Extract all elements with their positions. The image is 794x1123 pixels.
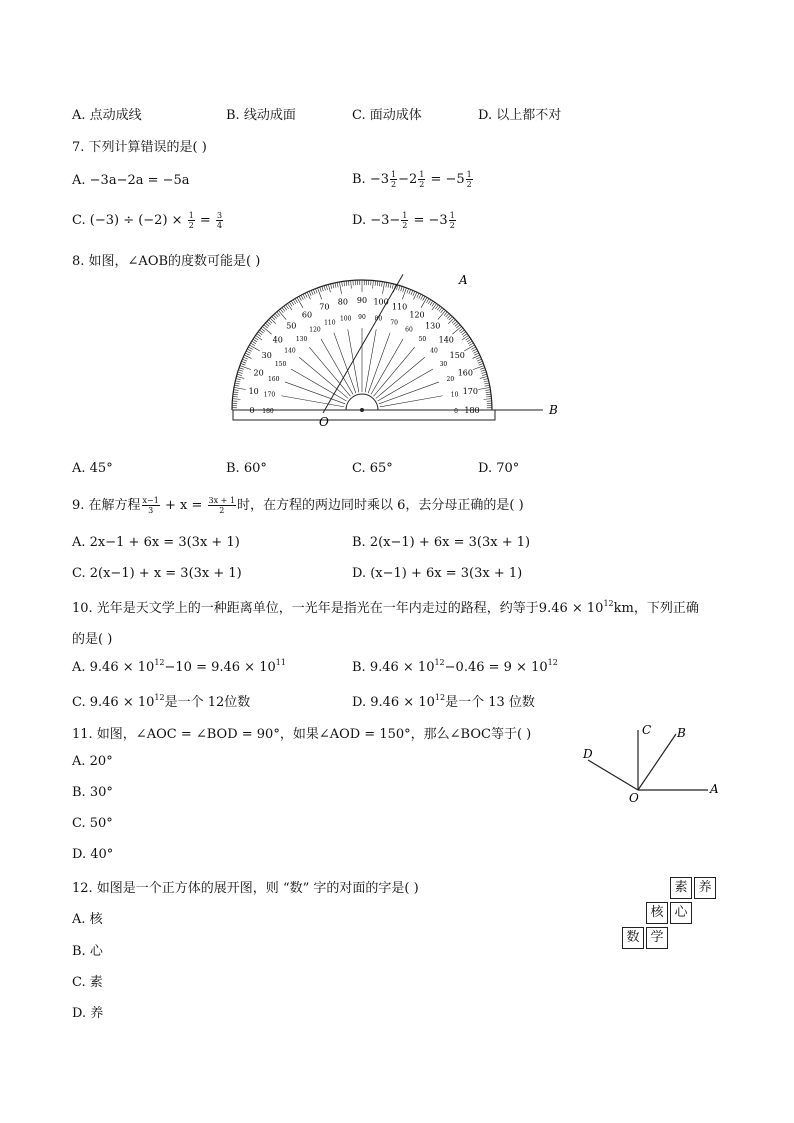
- q6-option-b: B. 线动成面: [226, 108, 296, 123]
- q8-stem: 8. 如图，∠AOB的度数可能是( ): [72, 254, 261, 269]
- svg-text:140: 140: [438, 335, 454, 345]
- svg-text:0: 0: [454, 408, 458, 415]
- svg-text:10: 10: [248, 386, 259, 396]
- svg-text:40: 40: [272, 335, 283, 345]
- svg-text:120: 120: [309, 326, 321, 334]
- q9-option-b: B. 2(x−1) + 6x = 3(3x + 1): [352, 535, 531, 550]
- svg-text:180: 180: [464, 406, 480, 415]
- svg-text:120: 120: [409, 310, 425, 320]
- q6-option-d: D. 以上都不对: [478, 108, 562, 123]
- angle-figure: [578, 720, 728, 810]
- svg-text:70: 70: [319, 302, 330, 312]
- protractor-figure: [225, 270, 585, 430]
- svg-text:160: 160: [457, 368, 474, 378]
- q10-stem-line1: 10. 光年是天文学上的一种距离单位，一光年是指光在一年内走过的路程，约等于$9.46 \times 10^{12}km$，下列正确: [72, 599, 699, 616]
- svg-text:80: 80: [337, 297, 348, 307]
- q8-option-a: A. 45°: [72, 461, 113, 476]
- svg-text:140: 140: [284, 347, 296, 355]
- q10-option-d: D. $9.46 \times 10^{12}$是一个 13 位数: [352, 693, 535, 710]
- q11-option-c: C. 50°: [72, 816, 113, 831]
- q7-stem: 7. 下列计算错误的是( ): [72, 140, 207, 155]
- q9-option-a: A. 2x−1 + 6x = 3(3x + 1): [72, 535, 240, 550]
- q7-option-a: A. −3a−2a = −5a: [72, 173, 190, 188]
- label-o: O: [629, 791, 639, 805]
- q12-option-b: B. 心: [72, 944, 103, 959]
- net-cell: 核: [646, 902, 668, 924]
- q11-option-a: A. 20°: [72, 754, 113, 769]
- q10-stem-line2: 的是( ): [72, 632, 113, 647]
- svg-text:110: 110: [391, 302, 408, 312]
- net-cell: 数: [622, 927, 644, 949]
- q9-option-d: D. (x−1) + 6x = 3(3x + 1): [352, 566, 523, 581]
- svg-text:100: 100: [373, 297, 389, 307]
- q11-stem: 11. 如图，∠AOC = ∠BOD = 90°，如果∠AOD = 150°，那么∠BOC等于( ): [72, 727, 532, 742]
- q12-stem: 12. 如图是一个正方体的展开图，则 “数” 字的对面的字是( ): [72, 881, 419, 896]
- svg-text:60: 60: [301, 310, 313, 320]
- q9-stem: 9. 在解方程 $\frac{x-1}{3}$ + x = $\frac{3x + 1}{2}$ 时，在方程的两边同时乘以 6，去分母正确的是( ): [72, 496, 524, 515]
- svg-text:20: 20: [446, 375, 455, 383]
- net-cell: 学: [646, 927, 668, 949]
- svg-text:70: 70: [390, 319, 398, 327]
- svg-text:10: 10: [450, 391, 459, 399]
- q8-option-d: D. 70°: [478, 461, 520, 476]
- svg-text:130: 130: [425, 321, 441, 331]
- svg-text:110: 110: [324, 319, 336, 327]
- net-cell: 素: [670, 877, 692, 899]
- svg-text:50: 50: [286, 321, 297, 331]
- q10-option-b: B. $9.46 \times 10^{12}-0.46 = 9 \times 10^{12}$: [352, 658, 558, 675]
- svg-text:80: 80: [374, 315, 383, 323]
- label-a: A: [459, 273, 468, 287]
- q6-option-a: A. 点动成线: [72, 108, 142, 123]
- svg-text:90: 90: [356, 296, 368, 305]
- svg-text:180: 180: [262, 408, 274, 415]
- q8-option-c: C. 65°: [352, 461, 393, 476]
- label-d: D: [583, 747, 593, 761]
- net-cell: 心: [670, 902, 692, 924]
- label-a: A: [710, 782, 719, 796]
- q12-option-c: C. 素: [72, 975, 103, 990]
- label-b: B: [549, 403, 558, 417]
- svg-text:170: 170: [462, 386, 478, 396]
- q10-option-c: C. $9.46 \times 10^{12}$是一个 12位数: [72, 693, 251, 710]
- svg-text:50: 50: [418, 335, 427, 343]
- svg-text:30: 30: [439, 361, 448, 368]
- cube-net: [622, 877, 722, 952]
- svg-text:170: 170: [263, 391, 276, 399]
- svg-text:20: 20: [253, 368, 264, 378]
- q12-option-d: D. 养: [72, 1006, 104, 1021]
- svg-text:150: 150: [274, 361, 287, 368]
- svg-text:30: 30: [261, 351, 272, 360]
- q7-option-d: D. −3− $\frac{1}{2}$ = −3 $\frac{1}{2}$: [352, 211, 455, 230]
- q9-option-c: C. 2(x−1) + x = 3(3x + 1): [72, 566, 242, 581]
- svg-text:40: 40: [430, 347, 438, 355]
- q10-option-a: A. $9.46 \times 10^{12}-10 = 9.46 \times 10^{11}$: [72, 658, 286, 675]
- svg-text:150: 150: [449, 351, 465, 360]
- q7-option-b: B. −3 $\frac{1}{2}$ −2 $\frac{1}{2}$ = −5 $\frac{1}{2}$: [352, 170, 472, 189]
- q11-option-d: D. 40°: [72, 847, 114, 862]
- svg-text:160: 160: [267, 375, 280, 383]
- svg-text:130: 130: [295, 335, 308, 343]
- svg-text:100: 100: [339, 315, 352, 323]
- label-o: O: [319, 415, 329, 429]
- net-cell: 养: [694, 877, 716, 899]
- q6-option-c: C. 面动成体: [352, 108, 422, 123]
- svg-text:0: 0: [249, 406, 255, 415]
- q8-option-b: B. 60°: [226, 461, 267, 476]
- svg-text:90: 90: [358, 314, 366, 321]
- q11-option-b: B. 30°: [72, 785, 113, 800]
- svg-text:60: 60: [405, 326, 413, 334]
- label-c: C: [642, 723, 652, 737]
- q7-option-c: C. (−3) ÷ (−2) × $\frac{1}{2}$ = $\frac{3}{4}$: [72, 211, 223, 230]
- label-b: B: [677, 726, 686, 740]
- q12-option-a: A. 核: [72, 912, 103, 927]
